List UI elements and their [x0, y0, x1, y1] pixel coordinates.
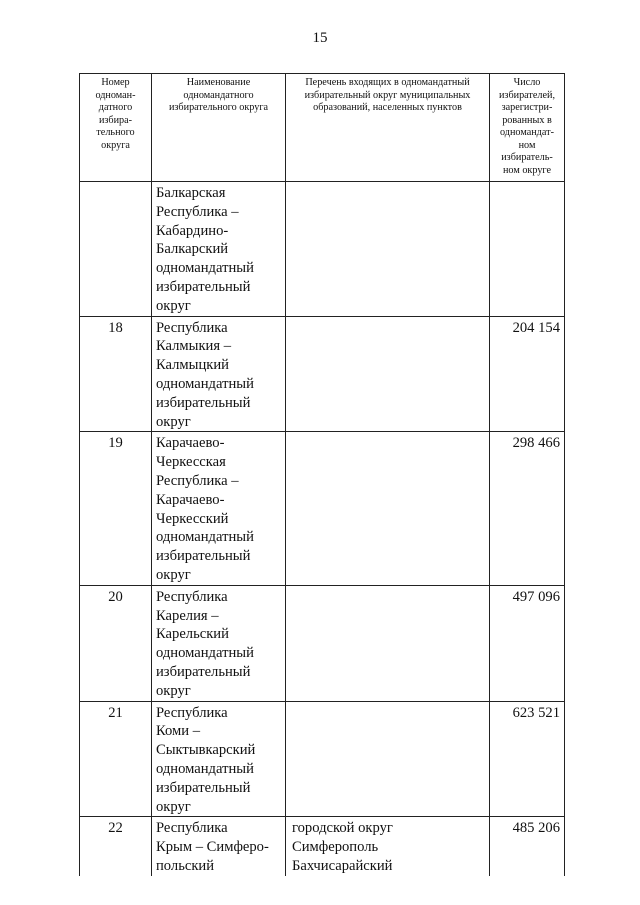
- district-voters: 485 206: [490, 817, 565, 876]
- districts-table: [79, 73, 565, 876]
- table-row: [80, 701, 565, 817]
- district-number: [80, 182, 152, 317]
- district-number: 19: [80, 432, 152, 585]
- district-name: Балкарская Республика – Кабардино- Балкарский одномандатный избирательный округ: [152, 182, 286, 317]
- district-municipalities: [286, 316, 490, 432]
- district-voters: 298 466: [490, 432, 565, 585]
- district-number: 22: [80, 817, 152, 876]
- district-municipalities: городской округ Симферополь Бахчисарайский: [286, 817, 490, 876]
- district-voters: 204 154: [490, 316, 565, 432]
- district-number: 20: [80, 585, 152, 701]
- district-municipalities: [286, 585, 490, 701]
- district-municipalities: [286, 182, 490, 317]
- district-municipalities: [286, 701, 490, 817]
- district-number: 18: [80, 316, 152, 432]
- district-name: Республика Карелия – Карельский одномандатный избирательный округ: [152, 585, 286, 701]
- district-number: 21: [80, 701, 152, 817]
- header-name: Наименование одномандатного избирательного округа: [152, 74, 286, 182]
- header-number: Номер одноман- датного избира- тельного округа: [80, 74, 152, 182]
- district-name: Карачаево- Черкесская Республика – Карачаево- Черкесский одномандатный избирательный округ: [152, 432, 286, 585]
- district-voters: [490, 182, 565, 317]
- district-voters: 497 096: [490, 585, 565, 701]
- district-municipalities: [286, 432, 490, 585]
- header-list: Перечень входящих в одномандатный избирательный округ муниципальных образований, населенных пунктов: [286, 74, 490, 182]
- table-row: [80, 316, 565, 432]
- page-number: 15: [312, 30, 328, 46]
- table-row: [80, 585, 565, 701]
- district-voters: 623 521: [490, 701, 565, 817]
- district-name: Республика Калмыкия – Калмыцкий одномандатный избирательный округ: [152, 316, 286, 432]
- table-row: [80, 432, 565, 585]
- header-voters: Число избирателей, зарегистри- рованных в одномандат- ном избиратель- ном округе: [490, 74, 565, 182]
- header-row: [80, 74, 565, 182]
- district-name: Республика Крым – Симферо- польский: [152, 817, 286, 876]
- table-row: [80, 817, 565, 876]
- district-name: Республика Коми – Сыктывкарский одномандатный избирательный округ: [152, 701, 286, 817]
- table-row: [80, 182, 565, 317]
